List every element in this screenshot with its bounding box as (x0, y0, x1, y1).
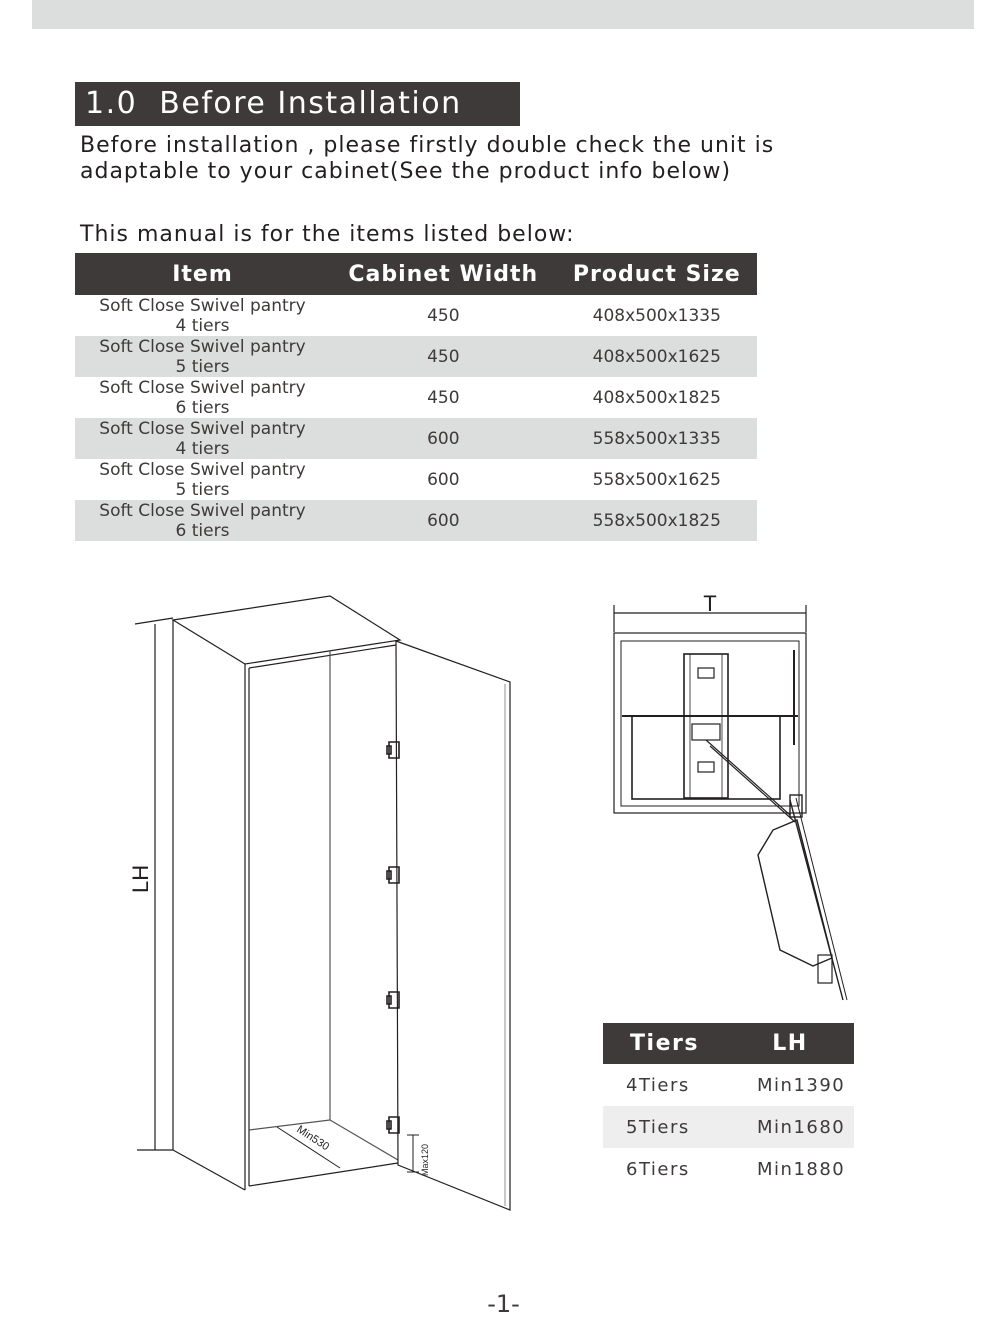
product-size-cell: 558x500x1825 (557, 500, 757, 541)
product-size-cell: 408x500x1335 (592, 305, 721, 326)
min530-dimension-label: Min530 (294, 1123, 332, 1154)
item-tiers: 6 tiers (175, 397, 230, 418)
items-table-caption: This manual is for the items listed below: (80, 222, 575, 247)
item-tiers: 6 tiers (175, 520, 230, 541)
max120-dimension-label: Max120 (420, 1143, 430, 1176)
tiers-cell: 4Tiers (626, 1074, 690, 1096)
t-dimension-label: T (703, 591, 717, 616)
item-tiers: 5 tiers (175, 356, 230, 377)
product-size-cell: 558x500x1335 (557, 418, 757, 459)
cabinet-width-cell: 450 (427, 387, 460, 408)
section-title: Before Installation (159, 86, 462, 121)
table-row (603, 1064, 854, 1106)
product-size-cell: 408x500x1825 (592, 387, 721, 408)
table-row (603, 1106, 854, 1148)
lh-dimension-label: LH (128, 864, 153, 893)
item-name: Soft Close Swivel pantry (99, 295, 306, 316)
header-item: Item (75, 253, 330, 295)
top-view-drawing (614, 605, 847, 1000)
item-tiers: 4 tiers (175, 438, 230, 459)
item-name: Soft Close Swivel pantry (99, 459, 306, 480)
lh-cell: Min1680 (726, 1106, 854, 1148)
item-name: Soft Close Swivel pantry (99, 336, 306, 357)
item-name: Soft Close Swivel pantry (99, 377, 306, 398)
product-size-cell: 558x500x1625 (592, 469, 721, 490)
table-row (603, 1148, 854, 1190)
cabinet-drawing (135, 596, 510, 1210)
item-tiers: 5 tiers (175, 479, 230, 500)
tiers-table (603, 1023, 854, 1190)
header-product-size: Product Size (557, 253, 757, 295)
section-number: 1.0 (85, 86, 138, 121)
lh-cell: Min1880 (757, 1158, 846, 1180)
intro-line-1: Before installation , please firstly double check the unit is (80, 133, 775, 158)
cabinet-width-cell: 600 (427, 469, 460, 490)
cabinet-width-cell: 450 (427, 305, 460, 326)
lh-cell: Min1390 (757, 1074, 846, 1096)
cabinet-width-cell: 450 (330, 336, 557, 377)
item-name: Soft Close Swivel pantry (99, 500, 306, 521)
tiers-table-header (603, 1023, 854, 1064)
page-number: -1- (487, 1290, 520, 1318)
header-tiers: Tiers (603, 1023, 726, 1064)
tiers-cell: 6Tiers (626, 1158, 690, 1180)
intro-line-2: adaptable to your cabinet(See the product info below) (80, 159, 732, 184)
header-lh: LH (726, 1023, 854, 1064)
tiers-cell: 5Tiers (603, 1106, 726, 1148)
item-name: Soft Close Swivel pantry (99, 418, 306, 439)
product-size-cell: 408x500x1625 (557, 336, 757, 377)
item-tiers: 4 tiers (175, 315, 230, 336)
cabinet-width-cell: 600 (330, 418, 557, 459)
cabinet-width-cell: 600 (330, 500, 557, 541)
header-cabinet-width: Cabinet Width (330, 253, 557, 295)
